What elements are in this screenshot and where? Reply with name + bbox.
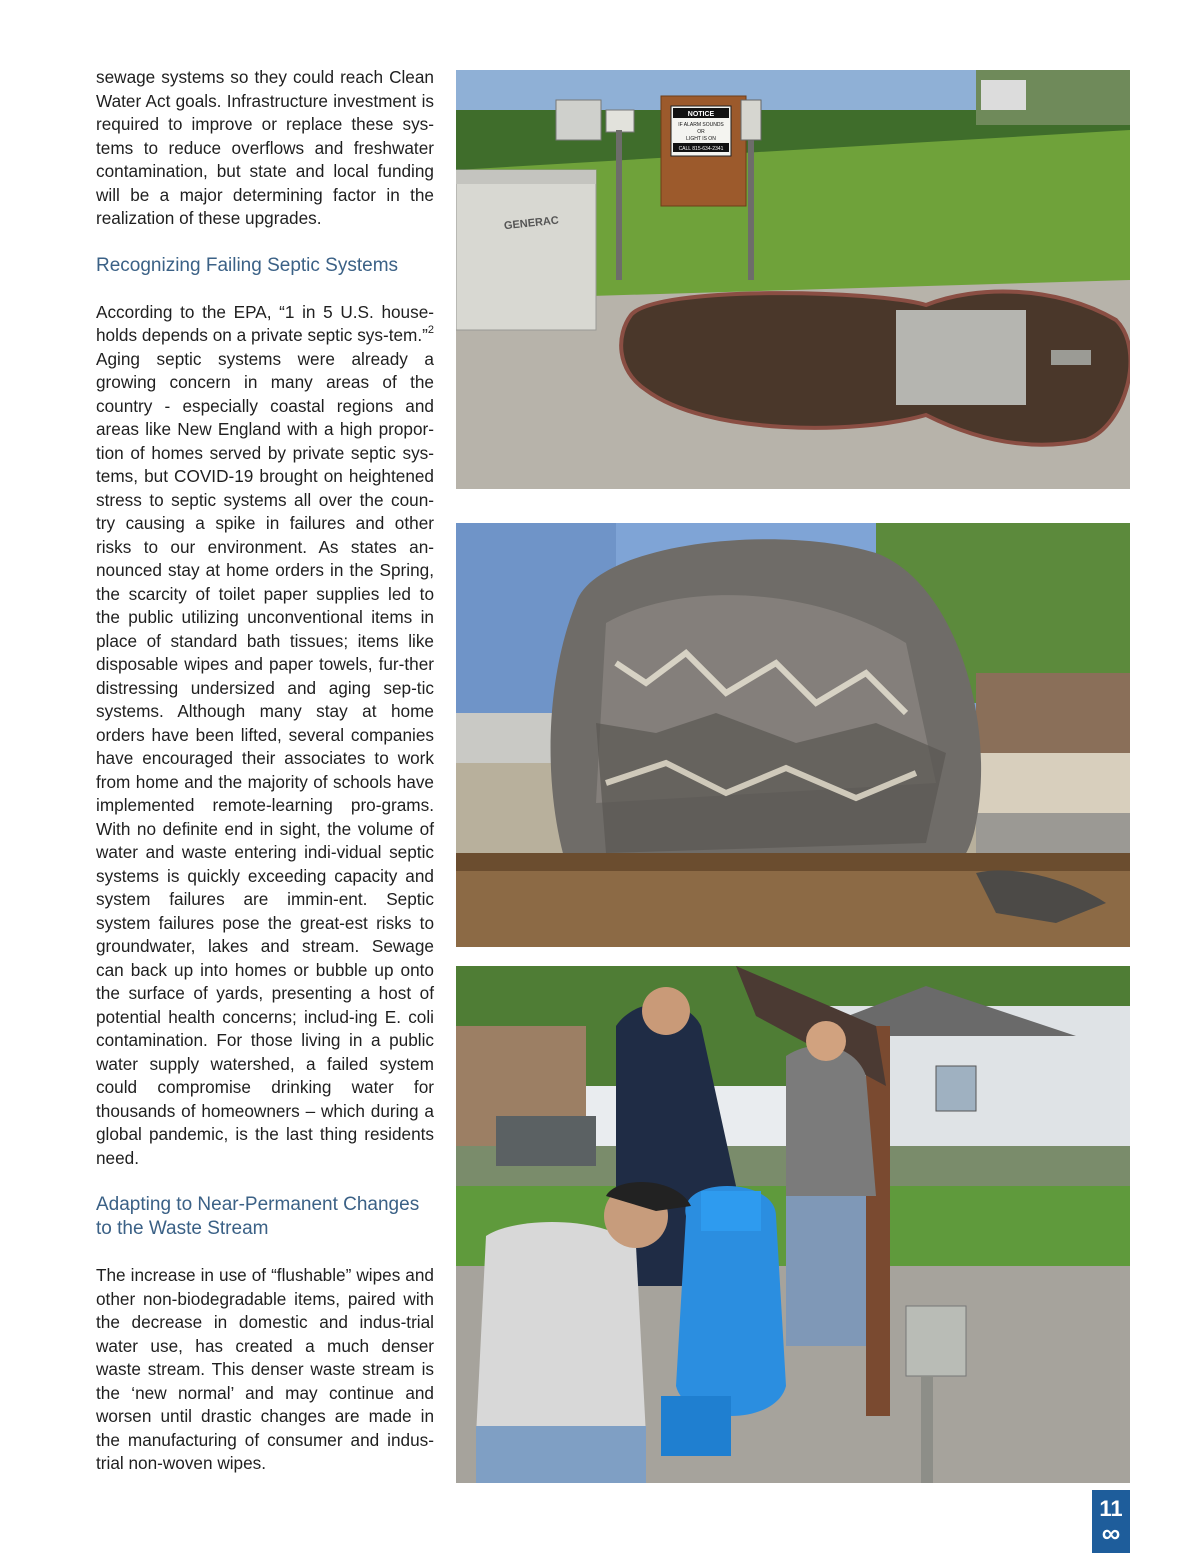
notice-title: NOTICE (687, 111, 715, 118)
notice-line1: IF ALARM SOUNDS (678, 122, 724, 128)
notice-line4: CALL 815-634-2341 (678, 146, 724, 152)
paragraph-waste-stream: The increase in use of “flushable” wipes and other non-biodegradable items, paired with the decrease in domestic and indus-trial water use, has created a much denser waste stream. This denser waste stream is the ‘new normal’ and may continue and worsen until drastic changes are made in the manufacturing of consumer and indus-trial non-woven wipes. (96, 1265, 434, 1473)
page-number-box (1092, 1490, 1130, 1553)
heading-failing-septic: Recognizing Failing Septic Systems (96, 254, 399, 276)
notice-line3: LIGHT IS ON (686, 136, 716, 142)
photo-wipes-pile (456, 523, 1130, 947)
paragraph-septic-rest: Aging septic systems were already a growing concern in many areas of the country - especially coastal regions and areas like New England with a high propor-tion of homes served by private septic sys-tems, but COVID-19 brought on heightened stress to septic systems all over the coun-try causing a spike in failures and other risks to our environment. As states an-nounced stay at home orders in the Spring, the scarcity of toilet paper supplies led to the public utilizing unconventional items in place of standard bath tissues; items like disposable wipes and paper towels, fur-ther distressing undersized and aging sep-tic systems. Although many stay at home orders have been lifted, several companies have encouraged their associates to work from home and the majority of schools have implemented remote-learning pro-grams. With no definite end in sight, the volume of water and waste entering indi-vidual septic systems is quickly exceeding capacity and system failures are immin-ent. Septic system failures pose the great-est risks to groundwater, lakes and stream. Sewage can back up into homes or bubble up onto the surface of yards, presenting a host of potential health concerns; includ-ing E. coli contamination. For those living in a public water supply watershed, a failed system could compromise drinking water for thousands of homeowners – which during a global pandemic, is the last thing residents need. (96, 348, 434, 1168)
heading-waste-stream: Adapting to Near-Permanent Changes to the Waste Stream (96, 1194, 420, 1239)
article-column (96, 66, 434, 1476)
footnote-ref[interactable]: 2 (427, 324, 434, 337)
infinity-logo-icon: ∞ (1101, 1518, 1121, 1548)
paragraph-septic-start: According to the EPA, “1 in 5 U.S. house-holds depends on a private septic sys-tem.” (96, 301, 434, 345)
page-number: 11 (1099, 1496, 1123, 1521)
photo-lift-station (456, 70, 1130, 489)
notice-line2: OR (697, 129, 705, 135)
photo-pump-installation (456, 966, 1130, 1483)
generator-brand-label: GENERAC (503, 214, 560, 233)
paragraph-intro: sewage systems so they could reach Clean Water Act goals. Infrastructure investment is required to improve or replace these sys-tems to reduce overflows and freshwater contamination, but state and local funding will be a major determining factor in the realization of these upgrades. (96, 67, 434, 228)
paragraph-septic (96, 301, 434, 1171)
